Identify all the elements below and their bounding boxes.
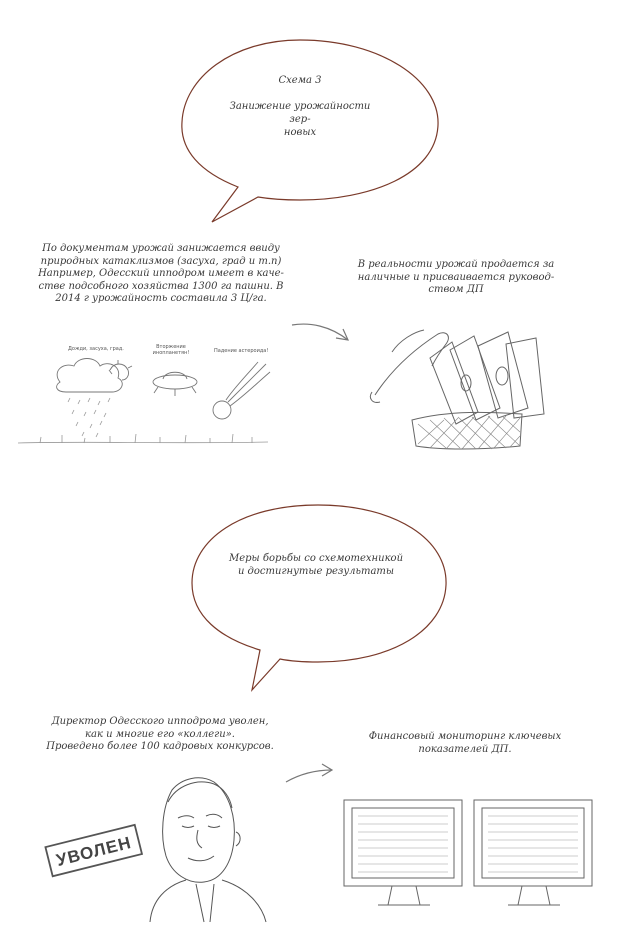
speech-bubble-measures	[192, 505, 446, 690]
label-invasion	[148, 344, 194, 356]
scheme-left-line2: природных катаклизмов (засуха, град и т.п)	[40, 255, 282, 267]
rain-drops	[68, 398, 110, 437]
scheme-left-paragraph	[26, 243, 296, 306]
measures-left-paragraph	[40, 716, 280, 754]
measures-bubble-line1: Меры борьбы со схемотехникой	[228, 553, 404, 564]
scheme-right-line3: ством ДП	[428, 284, 484, 295]
scheme-right-line1: В реальности урожай продается за	[357, 259, 555, 270]
arrow-1	[292, 324, 348, 340]
monitor-right-data	[488, 816, 578, 872]
asteroid-sketch	[213, 362, 270, 419]
fired-stamp: УВОЛЕН	[54, 833, 134, 871]
ground-sketch	[18, 434, 268, 443]
measures-left-line3: Проведено более 100 кадровых конкурсов.	[46, 741, 274, 752]
director-portrait-sketch	[150, 778, 266, 922]
label-rain: Дожди, засуха, град.	[68, 346, 124, 352]
scheme-bubble-text	[220, 74, 380, 139]
cloud-rain-sketch	[57, 359, 132, 393]
scheme-subtitle-line2: новых	[283, 127, 317, 138]
label-invasion-line2: инопланетян!	[152, 350, 190, 356]
measures-bubble-text	[226, 552, 406, 578]
scheme-right-paragraph	[356, 259, 556, 297]
scheme-left-line4: стве подсобного хозяйства 1300 га пашни. В	[38, 280, 284, 292]
scheme-right-line2: наличные и присваивается руковод-	[357, 271, 555, 283]
scheme-left-line3: Например, Одесский ипподром имеет в каче-	[38, 268, 284, 279]
measures-right-line2: показателей ДП.	[418, 743, 512, 755]
monitor-left-data	[358, 816, 448, 872]
label-asteroid: Падение астероида!	[214, 348, 269, 354]
scheme-left-line5: 2014 г урожайность составила 3 Ц/га.	[55, 293, 267, 304]
measures-bubble-line2: и достигнутые результаты	[237, 566, 395, 577]
arrow-2	[286, 770, 332, 782]
label-invasion-line1: Вторжение	[156, 344, 186, 350]
measures-left-line1: Директор Одесского ипподрома уволен,	[51, 716, 269, 727]
measures-right-line1: Финансовый мониторинг ключевых	[368, 731, 562, 742]
ufo-sketch	[153, 372, 197, 396]
measures-right-paragraph	[360, 731, 570, 756]
scheme-left-line1: По документам урожай занижается ввиду	[42, 243, 280, 254]
measures-left-line2: как и многие его «коллеги».	[85, 728, 235, 740]
basket-weave	[418, 416, 520, 449]
scheme-subtitle-line1: Занижение урожайности зер-	[229, 101, 371, 125]
scheme-title: Схема 3	[278, 75, 322, 86]
